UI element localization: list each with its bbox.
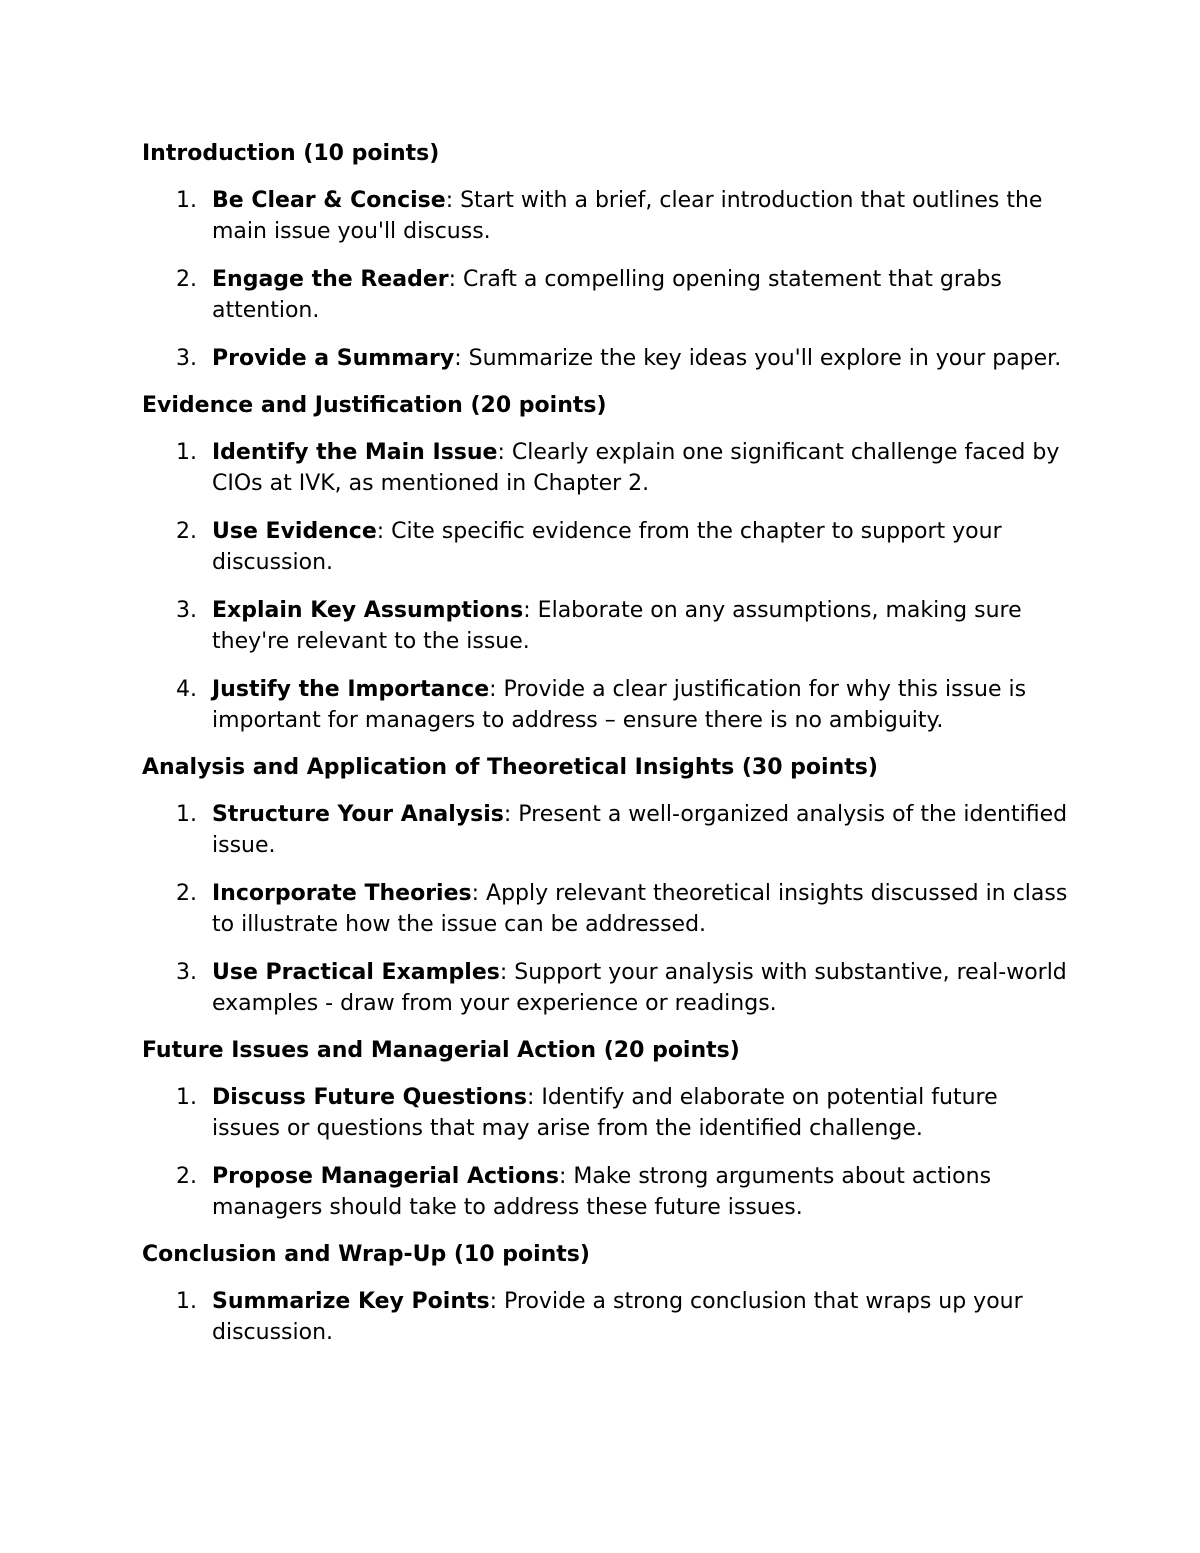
item-term: Engage the Reader <box>212 267 449 292</box>
item-term: Identify the Main Issue <box>212 440 498 465</box>
list-item <box>142 185 1072 247</box>
item-text: : Clearly explain one significant challenge faced by CIOs at IVK, as mentioned in Chapter 2. <box>212 440 1060 496</box>
item-text: : Start with a brief, clear introduction that outlines the main issue you'll discuss. <box>212 188 1043 244</box>
item-number: 2. <box>176 881 197 906</box>
item-term: Incorporate Theories <box>212 881 472 906</box>
item-number: 1. <box>176 1085 197 1110</box>
section-heading-introduction: Introduction (10 points) <box>142 141 440 166</box>
item-text: : Make strong arguments about actions managers should take to address these future issues. <box>212 1164 992 1220</box>
item-text: : Apply relevant theoretical insights discussed in class to illustrate how the issue can be addressed. <box>212 881 1068 937</box>
item-number: 3. <box>176 346 197 371</box>
list-item <box>142 1161 1072 1223</box>
list-item <box>142 957 1072 1019</box>
item-text: : Provide a clear justification for why this issue is important for managers to address – ensure there is no ambiguity. <box>212 677 1027 733</box>
item-term: Justify the Importance <box>212 677 490 702</box>
list-item <box>142 595 1072 657</box>
section-heading-evidence: Evidence and Justification (20 points) <box>142 393 607 418</box>
item-text: : Elaborate on any assumptions, making sure they're relevant to the issue. <box>212 598 1022 654</box>
item-term: Summarize Key Points <box>212 1289 490 1314</box>
item-term: Explain Key Assumptions <box>212 598 524 623</box>
item-number: 2. <box>176 519 197 544</box>
section-heading-analysis: Analysis and Application of Theoretical Insights (30 points) <box>142 755 878 780</box>
item-text: : Provide a strong conclusion that wraps up your discussion. <box>212 1289 1023 1345</box>
item-text: : Support your analysis with substantive, real-world examples - draw from your experience or readings. <box>212 960 1067 1016</box>
item-term: Structure Your Analysis <box>212 802 504 827</box>
item-term: Propose Managerial Actions <box>212 1164 559 1189</box>
introduction-list <box>142 185 1072 374</box>
item-number: 4. <box>176 677 197 702</box>
list-item <box>142 516 1072 578</box>
item-number: 1. <box>176 440 197 465</box>
document-page <box>142 138 1072 1364</box>
list-item <box>142 799 1072 861</box>
item-term: Use Practical Examples <box>212 960 500 985</box>
item-term: Provide a Summary <box>212 346 455 371</box>
conclusion-list <box>142 1286 1072 1348</box>
item-term: Use Evidence <box>212 519 377 544</box>
item-number: 2. <box>176 267 197 292</box>
item-number: 3. <box>176 598 197 623</box>
section-heading-future-issues: Future Issues and Managerial Action (20 points) <box>142 1038 740 1063</box>
list-item <box>142 674 1072 736</box>
item-text: : Craft a compelling opening statement that grabs attention. <box>212 267 1002 323</box>
item-number: 1. <box>176 188 197 213</box>
list-item <box>142 1286 1072 1348</box>
analysis-list <box>142 799 1072 1019</box>
item-term: Discuss Future Questions <box>212 1085 527 1110</box>
list-item <box>142 343 1072 374</box>
item-number: 3. <box>176 960 197 985</box>
section-heading-conclusion: Conclusion and Wrap-Up (10 points) <box>142 1242 590 1267</box>
item-text: : Summarize the key ideas you'll explore in your paper. <box>454 346 1062 371</box>
list-item <box>142 437 1072 499</box>
future-issues-list <box>142 1082 1072 1223</box>
list-item <box>142 264 1072 326</box>
item-number: 2. <box>176 1164 197 1189</box>
list-item <box>142 1082 1072 1144</box>
item-term: Be Clear & Concise <box>212 188 446 213</box>
item-text: : Present a well-organized analysis of the identified issue. <box>212 802 1068 858</box>
item-number: 1. <box>176 802 197 827</box>
item-text: : Identify and elaborate on potential future issues or questions that may arise from the identified challenge. <box>212 1085 998 1141</box>
list-item <box>142 878 1072 940</box>
item-text: : Cite specific evidence from the chapter to support your discussion. <box>212 519 1002 575</box>
evidence-list <box>142 437 1072 736</box>
item-number: 1. <box>176 1289 197 1314</box>
